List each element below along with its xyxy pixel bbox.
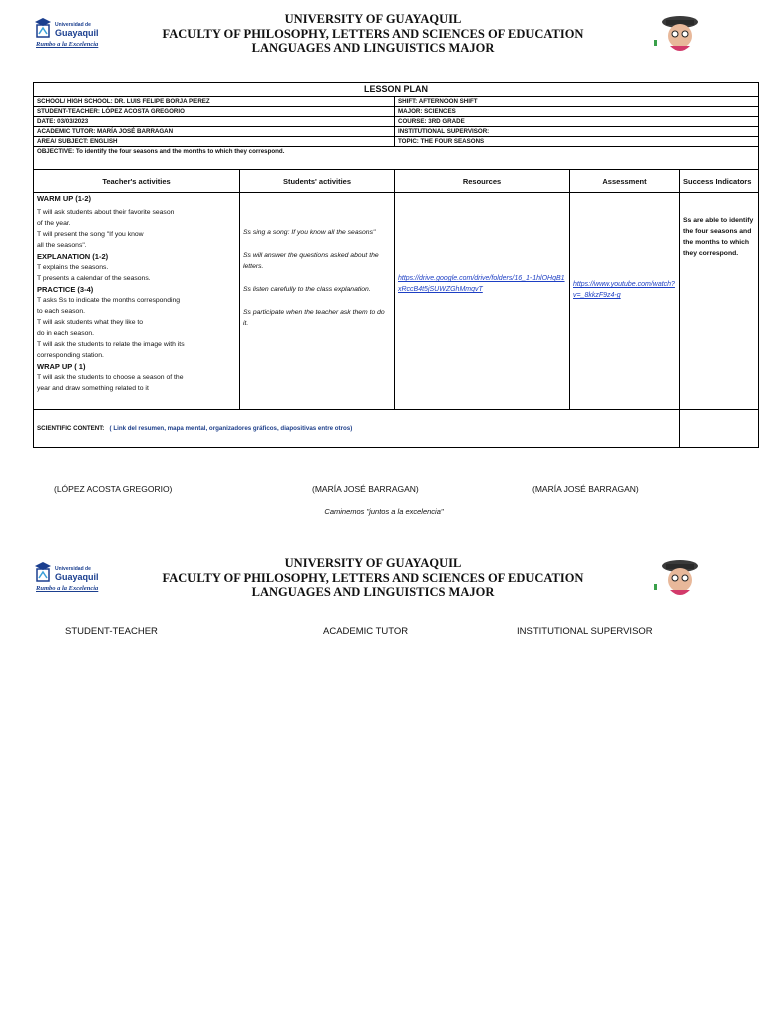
success-indicators xyxy=(680,193,759,410)
info-school: SCHOOL/ HIGH SCHOOL: DR. LUIS FELIPE BORJA PEREZ xyxy=(34,97,395,107)
resources-cell xyxy=(395,193,570,410)
phase-explanation: EXPLANATION (1-2) xyxy=(37,252,109,261)
faculty-name: FACULTY OF PHILOSOPHY, LETTERS AND SCIENCES OF EDUCATION xyxy=(162,26,584,41)
header-titles xyxy=(140,12,606,56)
major-name: LANGUAGES AND LINGUISTICS MAJOR xyxy=(251,41,495,55)
logo-line2: Guayaquil xyxy=(55,28,99,38)
teacher-activities xyxy=(34,193,240,410)
header-titles xyxy=(140,556,606,600)
graduation-cap-icon xyxy=(33,560,53,582)
activity-line: do in each season. xyxy=(37,330,95,337)
info-topic: TOPIC: THE FOUR SEASONS xyxy=(395,137,759,147)
info-course: COURSE: 3RD GRADE xyxy=(395,117,759,127)
info-major: MAJOR: SCIENCES xyxy=(395,107,759,117)
col-students-activities: Students' activities xyxy=(240,170,395,193)
col-resources: Resources xyxy=(395,170,570,193)
info-shift: SHIFT: AFTERNOON SHIFT xyxy=(395,97,759,107)
role-institutional-supervisor: INSTITUTIONAL SUPERVISOR xyxy=(517,626,653,637)
motto: Caminemos "juntos a la excelencia" xyxy=(324,507,444,516)
info-student-teacher: STUDENT-TEACHER: LÓPEZ ACOSTA GREGORIO xyxy=(34,107,395,117)
scientific-label: SCIENTIFIC CONTENT: xyxy=(37,425,105,432)
assessment-link[interactable]: https://www.youtube.com/watch?v=_8kkzF9z4-g xyxy=(573,281,675,299)
students-activities xyxy=(240,193,395,410)
info-supervisor: INSTITUTIONAL SUPERVISOR: xyxy=(395,127,759,137)
col-teacher-activities: Teacher's activities xyxy=(34,170,240,193)
logo-line2: Guayaquil xyxy=(55,572,99,582)
logo-motto: Rumbo a la Excelencia xyxy=(36,585,99,592)
university-logo xyxy=(33,560,101,604)
activity-line: T will ask the students to relate the image with its xyxy=(37,341,185,348)
activity-line: T presents a calendar of the seasons. xyxy=(37,275,151,282)
logo-line1: Universidad de xyxy=(55,22,91,28)
student-activity: Ss participate when the teacher ask them to do it. xyxy=(243,309,385,327)
info-date: DATE: 03/03/2023 xyxy=(34,117,395,127)
mascot-icon xyxy=(650,556,702,600)
scientific-content xyxy=(34,410,680,448)
student-activity: Ss will answer the questions asked about the letters. xyxy=(243,252,379,270)
col-success-indicators: Success Indicators xyxy=(680,170,759,193)
activity-line: T asks Ss to indicate the months corresponding xyxy=(37,297,181,304)
page-header xyxy=(0,12,768,72)
university-name: UNIVERSITY OF GUAYAQUIL xyxy=(284,556,462,570)
info-subject: AREA/ SUBJECT: ENGLISH xyxy=(34,137,395,147)
university-logo xyxy=(33,16,101,60)
role-student-teacher: STUDENT-TEACHER xyxy=(65,626,158,637)
logo-line1: Universidad de xyxy=(55,566,91,572)
scientific-empty-cell xyxy=(680,410,759,448)
activity-line: T will present the song "If you know xyxy=(37,231,144,238)
activity-line: T will ask students about their favorite season xyxy=(37,209,175,216)
faculty-name: FACULTY OF PHILOSOPHY, LETTERS AND SCIENCES OF EDUCATION xyxy=(162,570,584,585)
signature-student-teacher: (LÓPEZ ACOSTA GREGORIO) xyxy=(54,484,173,494)
signature-academic-tutor: (MARÍA JOSÉ BARRAGAN) xyxy=(312,484,419,494)
success-text: Ss are able to identify the four seasons and the months to which they correspond. xyxy=(683,217,754,257)
info-academic-tutor: ACADEMIC TUTOR: MARÍA JOSÉ BARRAGAN xyxy=(34,127,395,137)
resource-link[interactable]: https://drive.google.com/drive/folders/16_1-1hlOHqB1xRccB4t5jSUWZGhMmqvT xyxy=(398,275,565,293)
activity-line: corresponding station. xyxy=(37,352,104,359)
role-academic-tutor: ACADEMIC TUTOR xyxy=(323,626,409,637)
activity-line: T will ask the students to choose a season of the xyxy=(37,374,184,381)
signature-supervisor: (MARÍA JOSÉ BARRAGAN) xyxy=(532,484,639,494)
col-assessment: Assessment xyxy=(570,170,680,193)
student-activity: Ss sing a song: If you know all the seasons" xyxy=(243,229,376,236)
major-name: LANGUAGES AND LINGUISTICS MAJOR xyxy=(251,585,495,599)
logo-motto: Rumbo a la Excelencia xyxy=(36,41,99,48)
phase-wrap-up: WRAP UP ( 1) xyxy=(37,362,86,371)
page-header-2 xyxy=(0,556,768,616)
objective: OBJECTIVE: To identify the four seasons and the months to which they correspond. xyxy=(34,147,759,170)
phase-warm-up: WARM UP (1-2) xyxy=(37,194,92,203)
lesson-plan-title: LESSON PLAN xyxy=(34,83,759,97)
graduation-cap-icon xyxy=(33,16,53,38)
scientific-value: ( Link del resumen, mapa mental, organizadores gráficos, diapositivas entre otros) xyxy=(109,425,353,432)
activity-line: T will ask students what they like to xyxy=(37,319,144,326)
university-name: UNIVERSITY OF GUAYAQUIL xyxy=(284,12,462,26)
activity-line: year and draw something related to it xyxy=(37,385,149,392)
student-activity: Ss listen carefully to the class explanation. xyxy=(243,286,371,293)
mascot-icon xyxy=(650,12,702,56)
lesson-plan-table xyxy=(33,82,759,448)
activity-line: of the year. xyxy=(37,220,71,227)
phase-practice: PRACTICE (3-4) xyxy=(37,285,94,294)
activity-line: to each season. xyxy=(37,308,85,315)
activity-line: all the seasons". xyxy=(37,242,87,249)
activity-line: T explains the seasons. xyxy=(37,264,109,271)
assessment-cell xyxy=(570,193,680,410)
